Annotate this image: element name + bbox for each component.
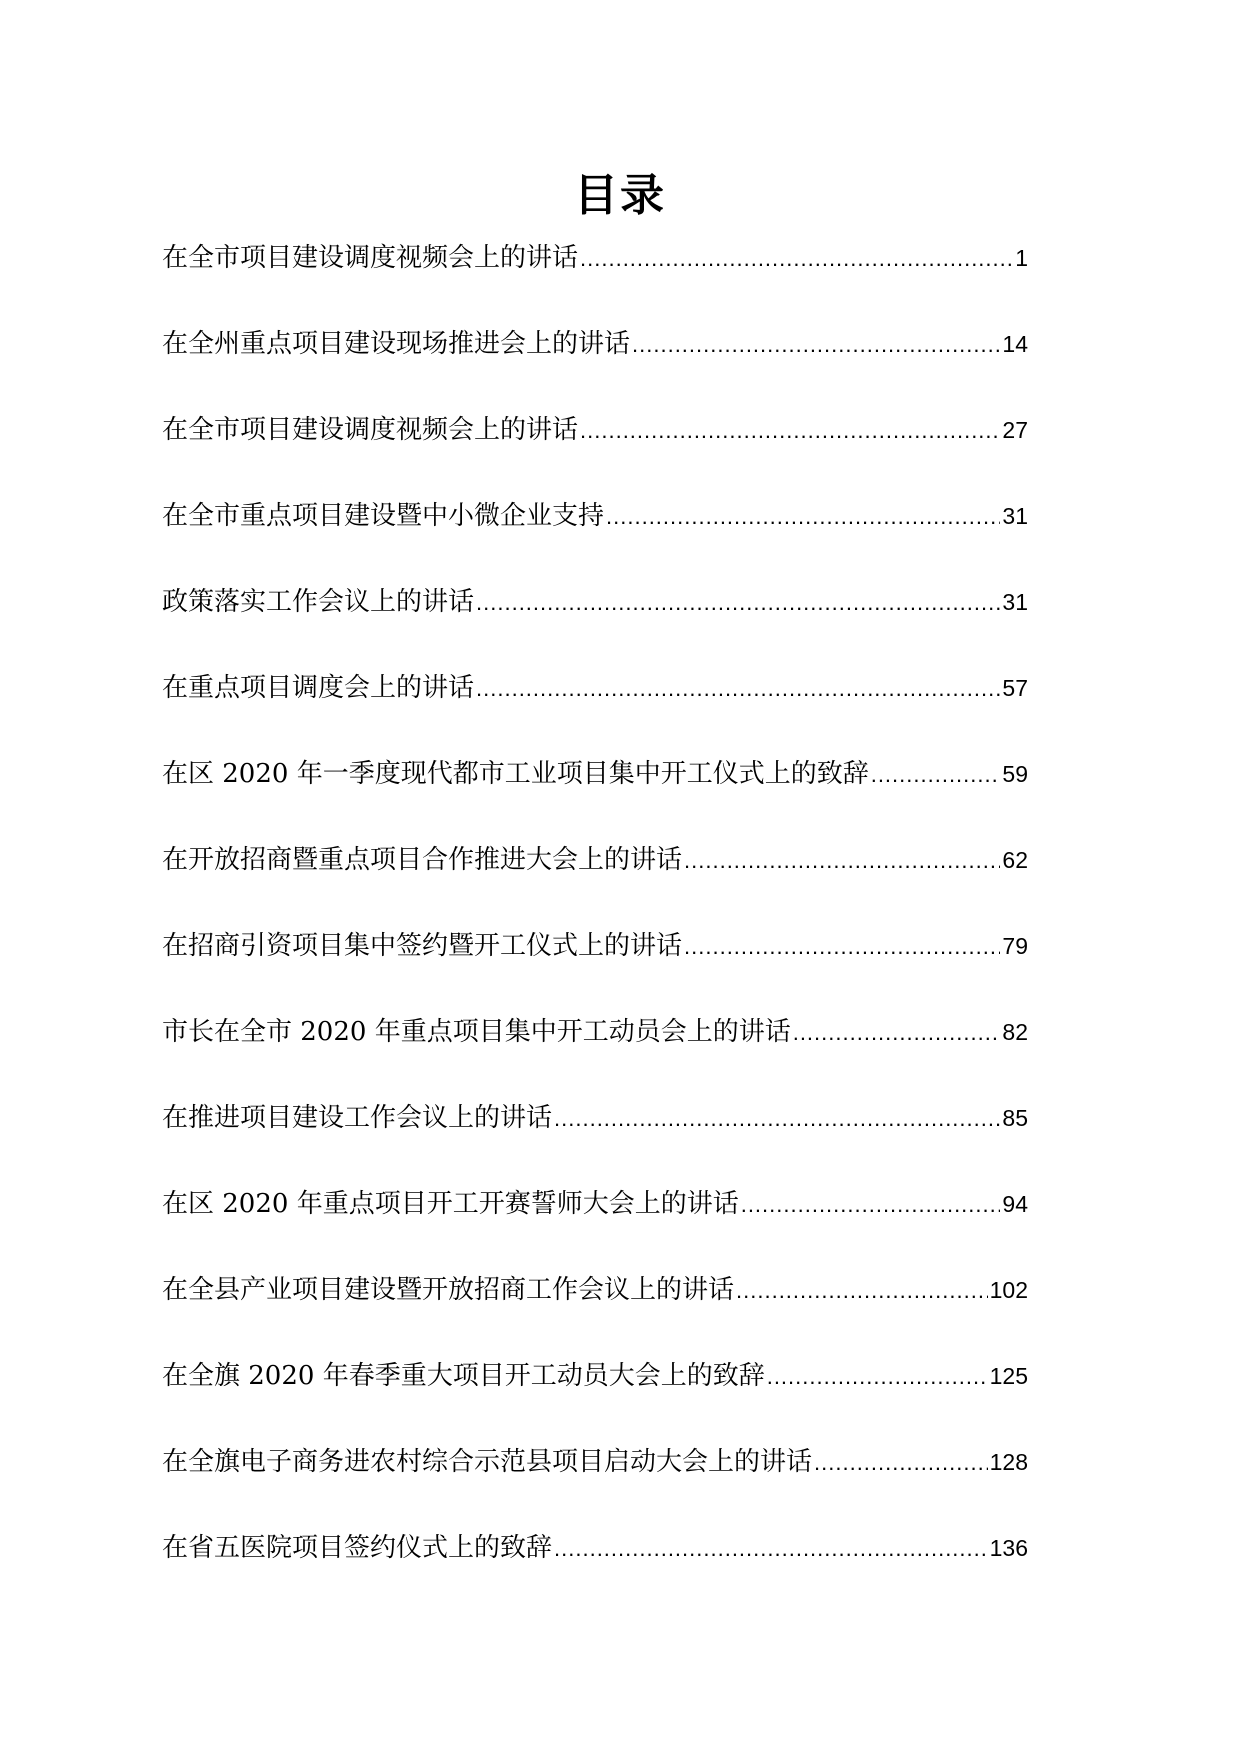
toc-entry[interactable] [162, 1098, 1028, 1184]
toc-entry[interactable] [162, 410, 1028, 496]
toc-dot-leader [632, 325, 1000, 365]
toc-page-number: 102 [989, 1277, 1028, 1303]
toc-entry-title: 在招商引资项目集中签约暨开工仪式上的讲话 [162, 931, 683, 961]
toc-page-number: 14 [1002, 331, 1028, 357]
toc-page-number: 59 [1002, 761, 1028, 787]
toc-dot-leader [741, 1185, 1001, 1225]
toc-list [162, 238, 1028, 1614]
toc-entry-title: 在全市重点项目建设暨中小微企业支持 [162, 501, 605, 531]
toc-page-number: 125 [989, 1363, 1028, 1389]
toc-entry[interactable] [162, 1356, 1028, 1442]
toc-title: 目录 [574, 170, 666, 221]
toc-page-number: 136 [989, 1535, 1028, 1561]
toc-dot-leader [871, 755, 1001, 795]
toc-entry-title: 在开放招商暨重点项目合作推进大会上的讲话 [162, 845, 683, 875]
toc-entry[interactable] [162, 496, 1028, 582]
toc-entry[interactable] [162, 754, 1028, 840]
toc-dot-leader [580, 239, 1013, 279]
toc-page-number: 31 [1002, 503, 1028, 529]
toc-dot-leader [554, 1529, 988, 1569]
toc-dot-leader [580, 411, 1000, 451]
toc-entry-title: 在区 2020 年一季度现代都市工业项目集中开工仪式上的致辞 [162, 759, 869, 789]
toc-dot-leader [476, 669, 1000, 709]
toc-dot-leader [684, 927, 1000, 967]
toc-entry-title: 在区 2020 年重点项目开工开赛誓师大会上的讲话 [162, 1189, 739, 1219]
toc-entry[interactable] [162, 582, 1028, 668]
toc-dot-leader [767, 1357, 988, 1397]
toc-page-number: 1 [1015, 245, 1028, 271]
toc-entry-title: 在全县产业项目建设暨开放招商工作会议上的讲话 [162, 1275, 735, 1305]
toc-entry-title: 在重点项目调度会上的讲话 [162, 673, 475, 703]
toc-entry[interactable] [162, 238, 1028, 324]
toc-entry[interactable] [162, 324, 1028, 410]
toc-page-number: 85 [1002, 1105, 1028, 1131]
toc-entry-title: 在省五医院项目签约仪式上的致辞 [162, 1533, 553, 1563]
toc-entry-title: 在全市项目建设调度视频会上的讲话 [162, 415, 579, 445]
toc-entry[interactable] [162, 1442, 1028, 1528]
toc-entry[interactable] [162, 1528, 1028, 1614]
toc-entry-title: 市长在全市 2020 年重点项目集中开工动员会上的讲话 [162, 1017, 791, 1047]
toc-entry[interactable] [162, 1012, 1028, 1098]
toc-dot-leader [793, 1013, 1001, 1053]
toc-entry-title: 在全旗 2020 年春季重大项目开工动员大会上的致辞 [162, 1361, 765, 1391]
toc-dot-leader [554, 1099, 1000, 1139]
toc-page-number: 57 [1002, 675, 1028, 701]
toc-page-number: 79 [1002, 933, 1028, 959]
toc-page-number: 27 [1002, 417, 1028, 443]
toc-entry-title: 在全市项目建设调度视频会上的讲话 [162, 243, 579, 273]
toc-entry[interactable] [162, 1184, 1028, 1270]
toc-entry[interactable] [162, 840, 1028, 926]
toc-dot-leader [476, 583, 1000, 623]
toc-dot-leader [606, 497, 1000, 537]
toc-entry-title: 政策落实工作会议上的讲话 [162, 587, 475, 617]
toc-page-number: 94 [1002, 1191, 1028, 1217]
toc-dot-leader [736, 1271, 988, 1311]
toc-page-number: 128 [989, 1449, 1028, 1475]
toc-page-number: 31 [1002, 589, 1028, 615]
toc-entry[interactable] [162, 1270, 1028, 1356]
toc-entry[interactable] [162, 668, 1028, 754]
toc-entry-title: 在全旗电子商务进农村综合示范县项目启动大会上的讲话 [162, 1447, 813, 1477]
toc-entry[interactable] [162, 926, 1028, 1012]
toc-dot-leader [684, 841, 1000, 881]
toc-page-number: 62 [1002, 847, 1028, 873]
toc-dot-leader [814, 1443, 988, 1483]
toc-entry-title: 在推进项目建设工作会议上的讲话 [162, 1103, 553, 1133]
toc-page-number: 82 [1002, 1019, 1028, 1045]
toc-entry-title: 在全州重点项目建设现场推进会上的讲话 [162, 329, 631, 359]
